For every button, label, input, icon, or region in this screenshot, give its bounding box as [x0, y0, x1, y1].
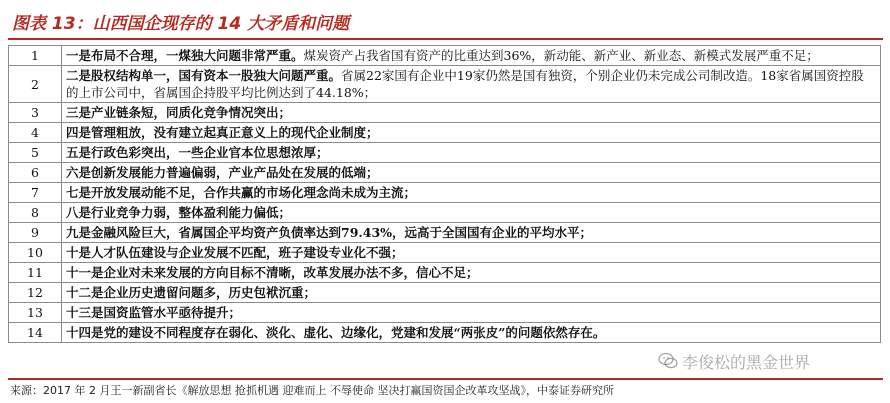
row-content [62, 323, 881, 343]
row-number: 7 [9, 183, 62, 203]
table-row [9, 263, 881, 283]
table-row [9, 103, 881, 123]
table-row [9, 323, 881, 343]
row-headline: 十四是党的建设不同程度存在弱化、淡化、虚化、边缘化，党建和发展“两张皮”的问题依然存在。 [66, 325, 606, 340]
table-row [9, 163, 881, 183]
row-content [62, 103, 881, 123]
row-content [62, 263, 881, 283]
table-row [9, 283, 881, 303]
row-number: 9 [9, 223, 62, 243]
title-bar [8, 5, 883, 35]
row-content [62, 66, 881, 103]
row-content [62, 223, 881, 243]
row-headline: 十三是国资监管水平亟待提升； [66, 305, 242, 320]
row-content [62, 183, 881, 203]
row-content [62, 243, 881, 263]
row-number: 3 [9, 103, 62, 123]
table-body [9, 46, 881, 343]
row-detail: 省属22家国有企业中19家仍然是国有独资，个别企业仍未完成公司制改造。18家省属国资控股的上市公司中，省属国企持股平均比例达到了44.18%； [66, 68, 864, 100]
table-row [9, 223, 881, 243]
row-headline: 七是开放发展动能不足，合作共赢的市场化理念尚未成为主流； [66, 185, 417, 200]
row-number: 10 [9, 243, 62, 263]
bottom-divider [8, 378, 883, 380]
row-number: 14 [9, 323, 62, 343]
table-row [9, 243, 881, 263]
row-content [62, 123, 881, 143]
row-headline: 四是管理粗放，没有建立起真正意义上的现代企业制度； [66, 125, 379, 140]
row-number: 13 [9, 303, 62, 323]
row-detail: 煤炭资产占我省国有资产的比重达到36%，新动能、新产业、新业态、新模式发展严重不足； [303, 48, 819, 63]
row-headline: 二是股权结构单一，国有资本一股独大问题严重。 [66, 68, 342, 83]
row-headline: 三是产业链条短，同质化竞争情况突出； [66, 105, 292, 120]
title-divider [8, 38, 883, 40]
row-headline: 十二是企业历史遗留问题多，历史包袱沉重； [66, 285, 317, 300]
problems-table [8, 45, 881, 343]
row-number: 8 [9, 203, 62, 223]
row-headline: 十是人才队伍建设与企业发展不匹配，班子建设专业化不强； [66, 245, 404, 260]
table-row [9, 183, 881, 203]
row-content [62, 143, 881, 163]
row-headline: 六是创新发展能力普遍偏弱，产业产品处在发展的低端； [66, 165, 379, 180]
row-number: 4 [9, 123, 62, 143]
table-row [9, 123, 881, 143]
table-row [9, 66, 881, 103]
row-headline: 一是布局不合理，一煤独大问题非常严重。 [66, 48, 304, 63]
watermark-text: 李俊松的黑金世界 [682, 352, 811, 372]
table-row [9, 203, 881, 223]
watermark [658, 349, 810, 373]
row-number: 12 [9, 283, 62, 303]
row-number: 5 [9, 143, 62, 163]
row-headline: 九是金融风险巨大，省属国企平均资产负债率达到79.43%，远高于全国国有企业的平均水平； [66, 225, 593, 240]
row-content [62, 303, 881, 323]
table-row [9, 303, 881, 323]
row-content [62, 283, 881, 303]
row-content [62, 163, 881, 183]
row-content [62, 46, 881, 66]
source-note: 来源：2017 年 2 月王一新副省长《解放思想 抢抓机遇 迎难而上 不辱使命 坚决打赢国资国企改革攻坚战》，中泰证券研究所 [10, 384, 614, 397]
row-content [62, 203, 881, 223]
table-row [9, 46, 881, 66]
row-number: 11 [9, 263, 62, 283]
page-title: 图表 13：山西国企现存的 14 大矛盾和问题 [12, 14, 350, 34]
row-headline: 八是行业竞争力弱，整体盈利能力偏低； [66, 205, 292, 220]
row-headline: 十一是企业对未来发展的方向目标不清晰，改革发展办法不多，信心不足； [66, 265, 479, 280]
row-number: 6 [9, 163, 62, 183]
row-number: 2 [9, 66, 62, 103]
row-number: 1 [9, 46, 62, 66]
table-row [9, 143, 881, 163]
row-headline: 五是行政色彩突出，一些企业官本位思想浓厚； [66, 145, 329, 160]
wechat-icon [658, 352, 678, 370]
